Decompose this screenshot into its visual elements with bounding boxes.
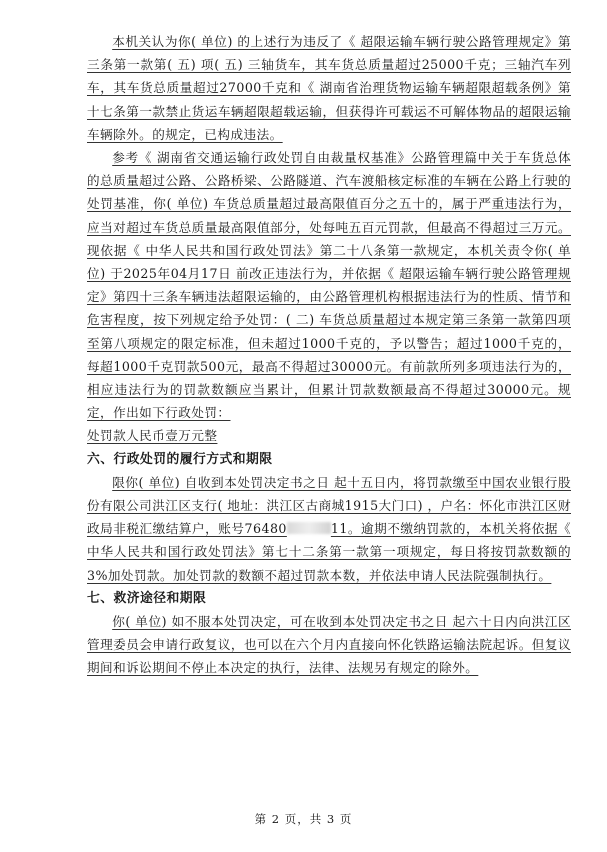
remedy-paragraph [87, 610, 571, 680]
section-seven-heading: 七、救济途径和期限 [87, 590, 207, 606]
document-body [87, 30, 571, 680]
penalty-basis-text: 参考《 湖南省交通运输行政处罚自由裁量权基准》公路管理篇中关于车货总体的总质量超过公路、公路桥梁、公路隧道、汽车渡船核定标准的车辆在公路上行驶的处罚基准，你( 单位) 车货总质量超过最高限值百分之五十的，属于严重违法行为，应当对超过车货总质量最高限值部分，处每吨五百元罚款，但最高不得超过三万元。现依据《 中华人民共和国行政处罚法》第二十八条第一款规定，本机关责令你( 单位) 于2025年04月17日 前改正违法行为，并依据《 超限运输车辆行驶公路管理规定》第四十三条车辆违法超限运输的，由公路管理机构根据违法行为的性质、情节和危害程度，按下列规定给予处罚：( 二) 车货总质量超过本规定第三条第一款第四项至第八项规定的限定标准，但未超过1000千克的，予以警告；超过1000千克的，每超1000千克罚款500元，最高不得超过30000元。有前款所列多项违法行为的，相应违法行为的罚款数额应当累计，但累计罚款数额最高不得超过30000元。规定，作出如下行政处罚： [87, 150, 571, 421]
violation-text: 本机关认为你( 单位) 的上述行为违反了《 超限运输车辆行驶公路管理规定》第三条第一款第( 五) 项( 五) 三轴货车，其车货总质量超过25000千克；三轴汽车列车，其车货总质量超过27000千克和《 湖南省治理货物运输车辆超限超载条例》第十七条第一款禁止货运车辆超限超载运输，但获得许可载运不可解体物品的超限运输车辆除外。的规定，已构成违法。 [87, 34, 571, 142]
payment-paragraph [87, 471, 571, 587]
penalty-amount: 处罚款人民币壹万元整 [87, 428, 218, 444]
penalty-line [87, 424, 571, 447]
redacted-account-number [287, 522, 331, 534]
violation-paragraph [87, 30, 571, 146]
remedy-text: 你( 单位) 如不服本处罚决定，可在收到本处罚决定书之日 起六十日内向洪江区管理委员会申请行政复议，也可以在六个月内直接向怀化铁路运输法院起诉。但复议期间和诉讼期间不停止本决定的执行，法律、法规另有规定的除外。 [87, 614, 571, 676]
page-number-footer: 第 2 页，共 3 页 [254, 812, 353, 826]
section-six-heading: 六、行政处罚的履行方式和期限 [87, 451, 273, 467]
penalty-basis-paragraph [87, 146, 571, 424]
payment-text-after: 11。逾期不缴纳罚款的，本机关将依据《 中华人民共和国行政处罚法》第七十二条第一款第一项规定，每日将按罚款数额的3%加处罚款。加处罚款的数额不超过罚款本数，并依法申请人民法院强制执行。 [87, 521, 572, 583]
payment-text-before: 限你( 单位) 自收到本处罚决定书之日 起十五日内，将罚款缴至中国农业银行股份有限公司洪江区支行( 地址：洪江区古商城1915大门口) ，户名：怀化市洪江区财政局非税汇缴结算户，账号76480 [87, 474, 571, 537]
